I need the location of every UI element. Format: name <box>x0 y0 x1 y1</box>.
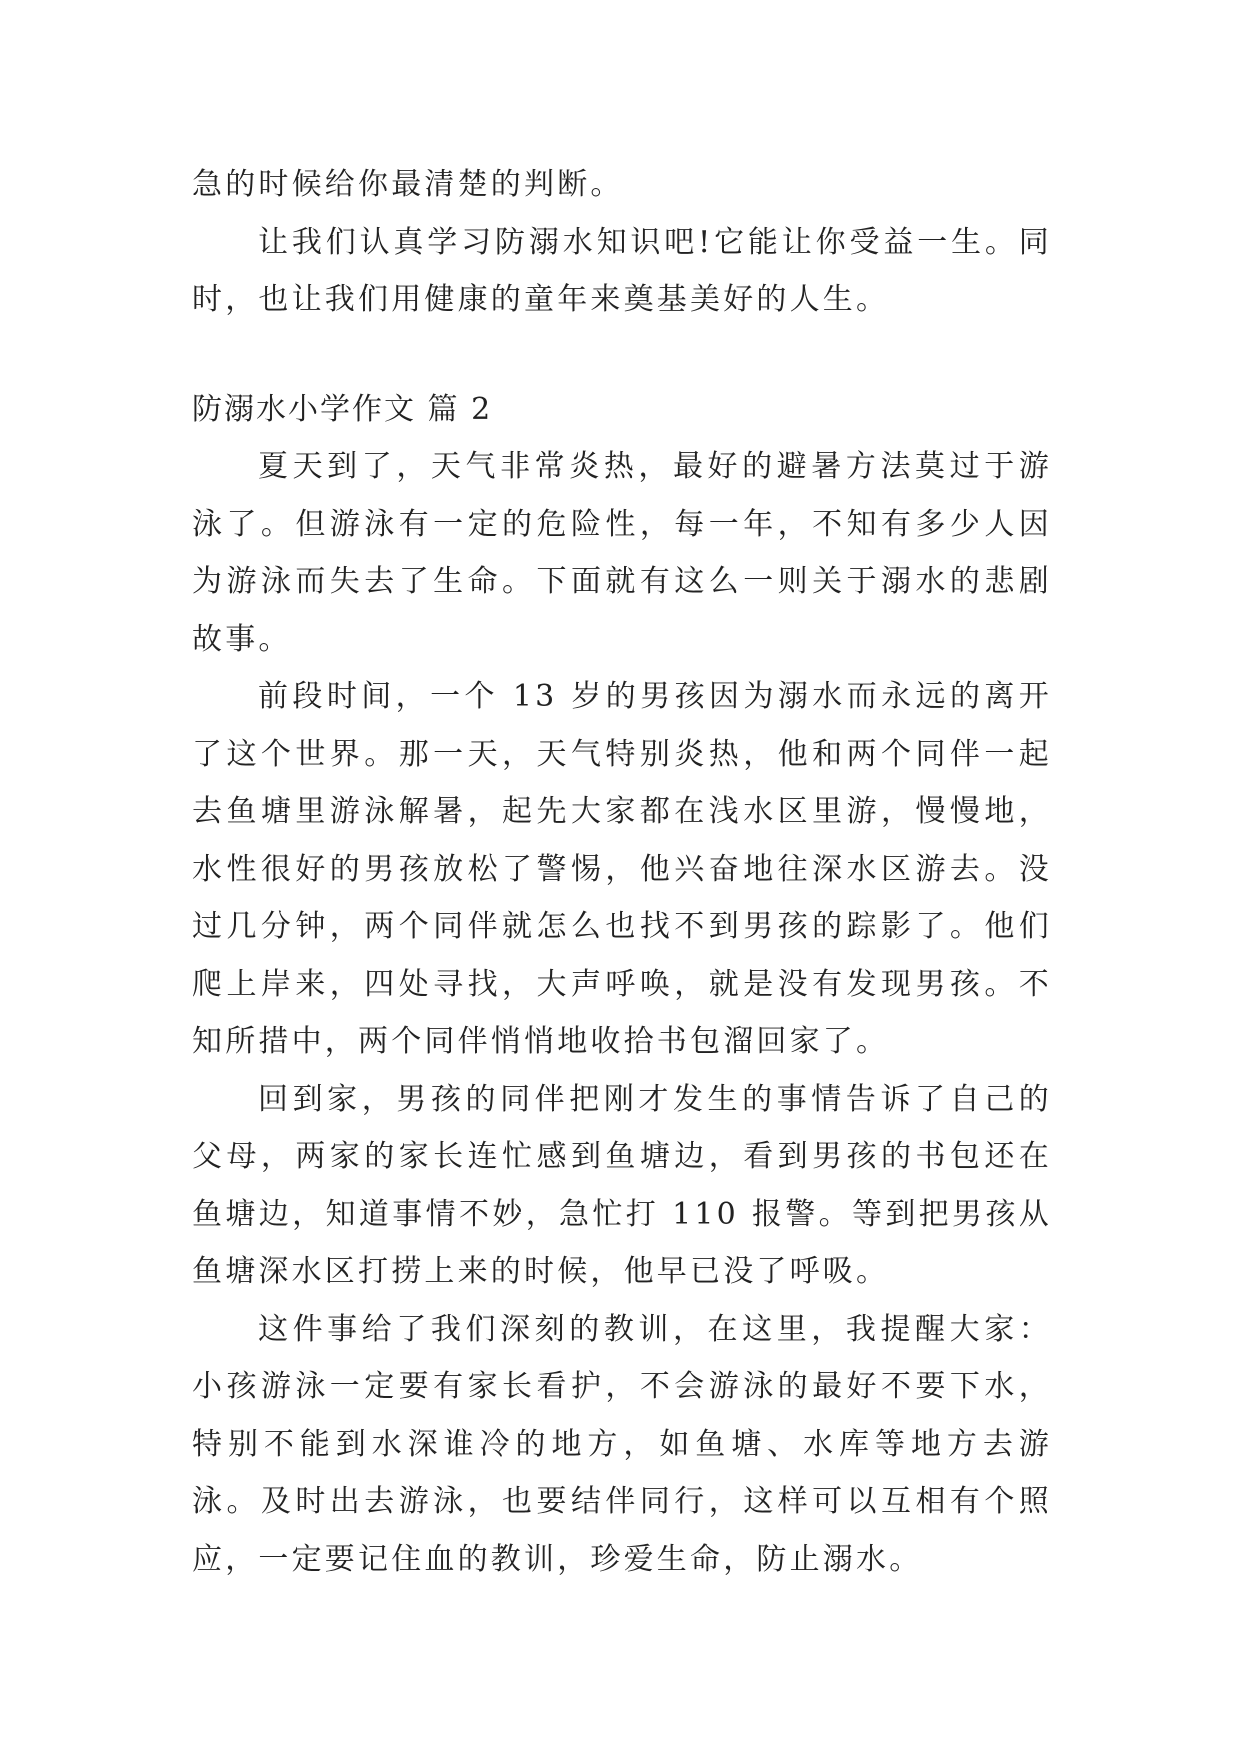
paragraph-3: 回到家，男孩的同伴把刚才发生的事情告诉了自己的父母，两家的家长连忙感到鱼塘边，看到男孩的书包还在鱼塘边，知道事情不妙，急忙打 110 报警。等到把男孩从鱼塘深水区打捞上来的时候，他早已没了呼吸。 <box>192 1081 1052 1289</box>
paragraph-2: 前段时间，一个 13 岁的男孩因为溺水而永远的离开了这个世界。那一天，天气特别炎热，他和两个同伴一起去鱼塘里游泳解暑，起先大家都在浅水区里游，慢慢地，水性很好的男孩放松了警惕，他兴奋地往深水区游去。没过几分钟，两个同伴就怎么也找不到男孩的踪影了。他们爬上岸来，四处寻找，大声呼唤，就是没有发现男孩。不知所措中，两个同伴悄悄地收拾书包溜回家了。 <box>192 679 1052 1059</box>
paragraph-4: 这件事给了我们深刻的教训，在这里，我提醒大家：小孩游泳一定要有家长看护，不会游泳的最好不要下水，特别不能到水深谁冷的地方，如鱼塘、水库等地方去游泳。及时出去游泳，也要结伴同行，这样可以互相有个照应，一定要记住血的教训，珍爱生命，防止溺水。 <box>192 1311 1052 1577</box>
paragraph-conclusion: 让我们认真学习防溺水知识吧!它能让你受益一生。同时，也让我们用健康的童年来奠基美好的人生。 <box>192 224 1052 317</box>
document-content <box>192 156 1052 1588</box>
paragraph-1: 夏天到了，天气非常炎热，最好的避暑方法莫过于游泳了。但游泳有一定的危险性，每一年，不知有多少人因为游泳而失去了生命。下面就有这么一则关于溺水的悲剧故事。 <box>192 449 1052 657</box>
section-heading: 防溺水小学作文 篇 2 <box>192 391 493 427</box>
paragraph-continuation: 急的时候给你最清楚的判断。 <box>192 167 624 202</box>
section-gap <box>192 329 1052 381</box>
